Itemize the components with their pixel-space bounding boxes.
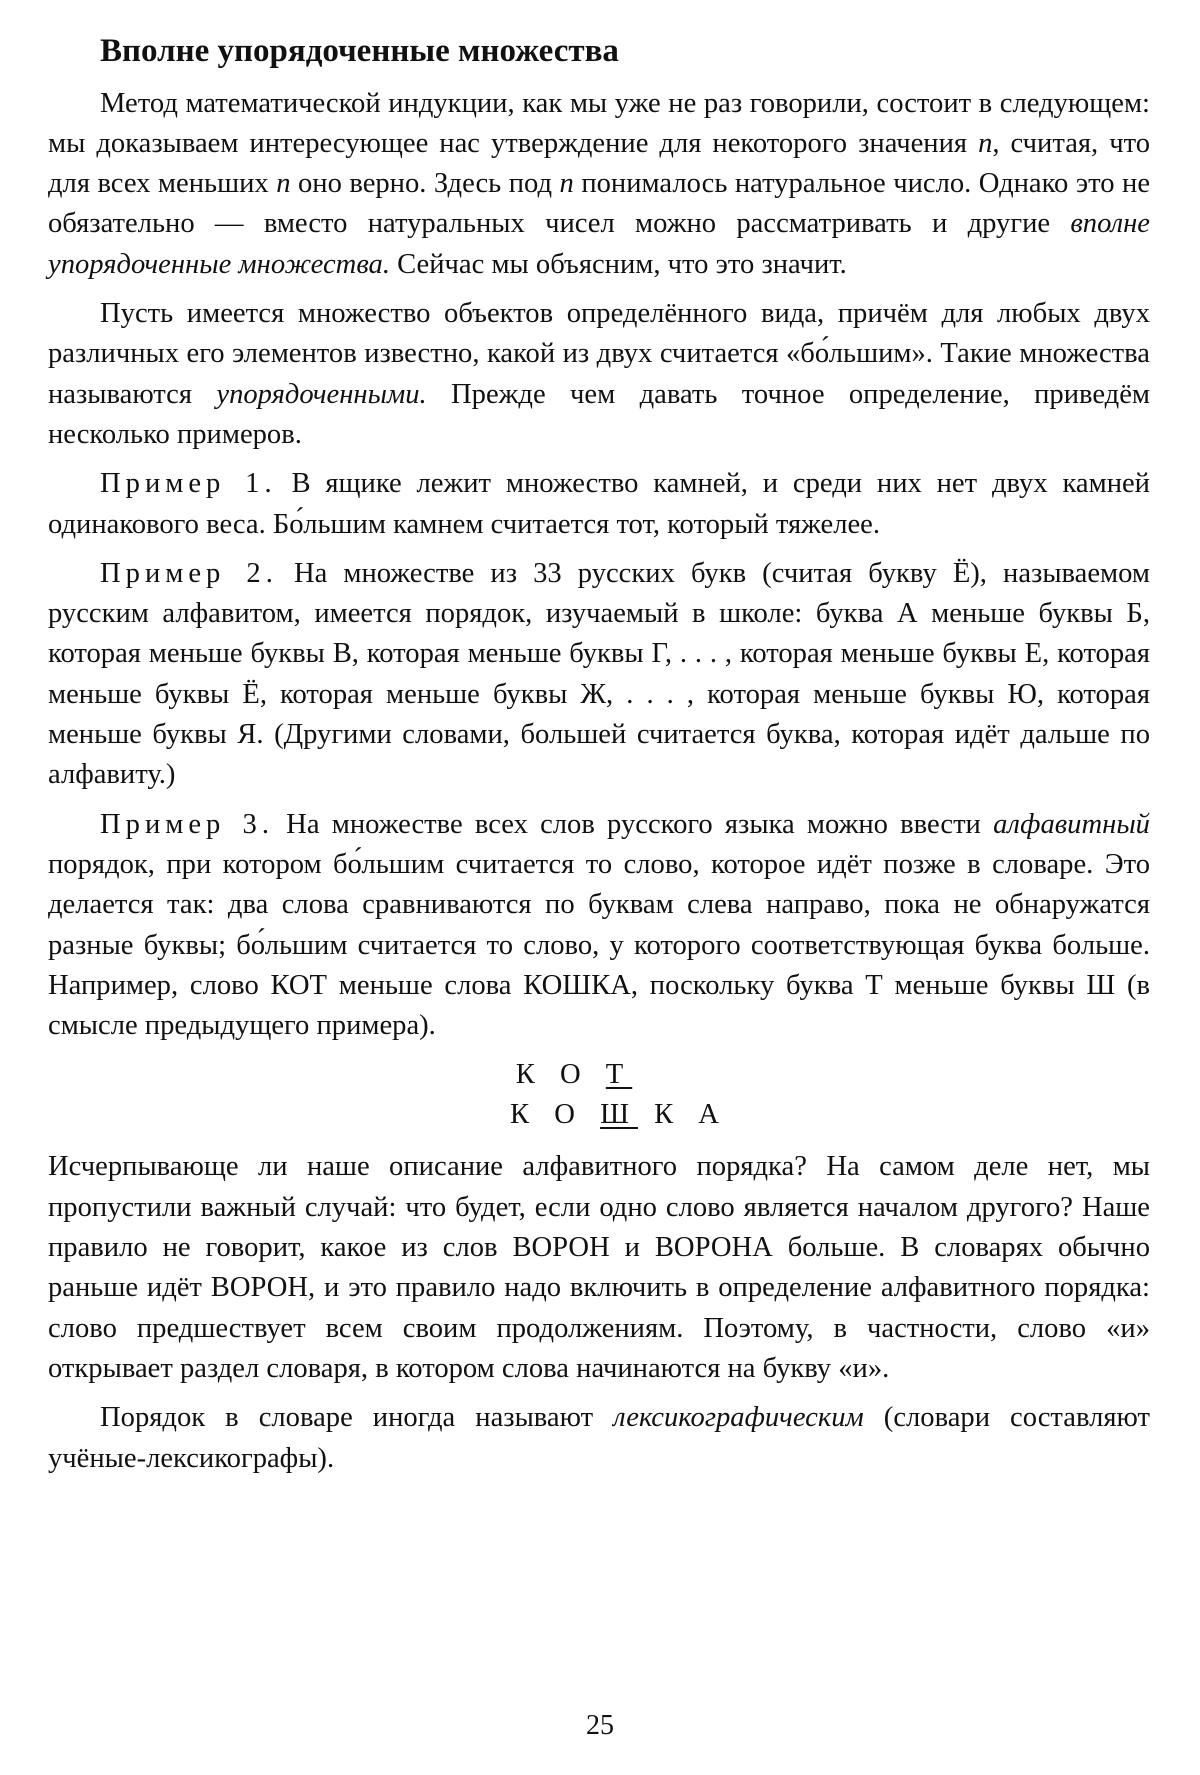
differing-letter: Т xyxy=(605,1059,633,1091)
word-comparison xyxy=(48,1055,1150,1135)
text-run: Сейчас мы объясним, что это значит. xyxy=(389,248,847,280)
text-run: На множестве из 33 русских букв (считая букву Ё), называемом русским алфавитом, имеется порядок, изучаемый в школе: буква А меньше буквы Б, которая меньше буквы В, которая меньше буквы Г, . . . , которая меньше буквы Е, которая меньше буквы Ё, которая меньше буквы Ж, . . . , которая меньше буквы Ю, которая меньше буквы Я. (Другими словами, большей считается буква, которая идёт дальше по алфавиту.) xyxy=(48,557,1150,791)
text-run: порядок, при котором бо́льшим считается то слово, которое идёт позже в словаре. Это делается так: два слова сравниваются по буквам слева направо, пока не обнаружатся разные буквы; бо́льшим считается то слово, у которого соответствующая буква больше. Например, слово КОТ меньше слова КОШКА, поскольку буква Т меньше буквы Ш (в смысле предыдущего примера). xyxy=(48,848,1150,1042)
example-3 xyxy=(48,805,1150,1047)
word-prefix: К О xyxy=(515,1059,606,1091)
emphasis: лексикографическим xyxy=(613,1402,864,1434)
text-run: Порядок в словаре иногда называют xyxy=(100,1402,614,1434)
paragraph-prefix-case: Исчерпывающе ли наше описание алфавитного порядка? На самом деле нет, мы пропустили важный случай: что будет, если одно слово является началом другого? Наше правило не говорит, какое из слов ВОРОН и ВОРОНА больше. В словарях обычно раньше идёт ВОРОН, и это правило надо включить в определение алфавитного порядка: слово предшествует всем своим продолжениям. Поэтому, в частности, слово «и» открывает раздел словаря, в котором слова начинаются на букву «и». xyxy=(48,1151,1150,1384)
page-body xyxy=(48,20,1150,1488)
differing-letter: Ш xyxy=(600,1099,638,1131)
emphasis: вполне упорядоченные множества. xyxy=(48,208,1150,280)
paragraph-intro xyxy=(48,84,1150,285)
example-1 xyxy=(48,464,1150,545)
text-run: Прежде чем давать точное определение, приведём несколько примеров. xyxy=(48,378,1150,450)
text-run: На множестве всех слов русского языка можно ввести xyxy=(273,808,994,840)
word-koshka xyxy=(470,1095,728,1135)
emphasis: упорядоченными. xyxy=(216,378,427,410)
text-run: оно верно. Здесь под xyxy=(290,168,560,200)
text-run: понималось натуральное число. Однако это не обязательно — вместо натуральных чисел можно рассматривать и другие xyxy=(48,168,1151,240)
variable-n: n xyxy=(559,168,574,200)
emphasis: алфавитный xyxy=(993,808,1150,840)
paragraph-ordered-sets xyxy=(48,294,1150,455)
text-run: (словари составляют учёные-лексикографы). xyxy=(48,1402,1150,1474)
text-run: , считая, что для всех меньших xyxy=(48,127,1150,200)
text-run: Метод математической индукции, как мы уже не раз говорили, состоит в следующем: мы доказываем интересующее нас утверждение для некоторого значения xyxy=(48,87,1150,159)
word-prefix: К О xyxy=(510,1099,601,1131)
section-title: Вполне упорядоченные множества xyxy=(100,33,619,69)
text-run: Пусть имеется множество объектов определённого вида, причём для любых двух различных его элементов известно, какой из двух считается «бо́льшим». Такие множества называются xyxy=(48,298,1150,410)
variable-n: n xyxy=(276,168,291,200)
example-2 xyxy=(48,554,1150,796)
word-suffix: К А xyxy=(637,1099,728,1131)
example-label: Пример 2. xyxy=(100,557,278,589)
example-label: Пример 3. xyxy=(100,808,274,840)
example-label: Пример 1. xyxy=(100,468,277,500)
paragraph-lexicographic xyxy=(48,1398,1150,1479)
word-kot xyxy=(476,1055,723,1095)
variable-n: n xyxy=(978,127,993,159)
text-run: В ящике лежит множество камней, и среди них нет двух камней одинакового веса. Бо́льшим камнем считается тот, который тяжелее. xyxy=(48,468,1150,540)
page-number: 25 xyxy=(586,1710,614,1741)
